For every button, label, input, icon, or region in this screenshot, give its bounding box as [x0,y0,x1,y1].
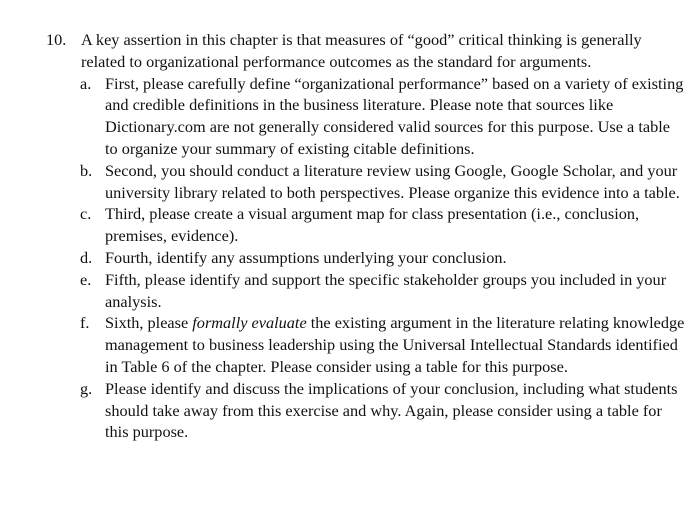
sub-question-letter: d. [80,247,93,267]
sub-question-letter: c. [80,204,92,224]
sub-question-g [0,378,700,443]
question-10 [0,29,700,73]
sub-question-f [0,312,700,377]
sub-question-letter: a. [80,73,92,93]
sub-question-letter: b. [80,160,93,180]
sub-question-text: Fourth, identify any assumptions underlying your conclusion. [105,247,507,267]
sub-question-text-end: the existing argument in the literature relating knowledge management to business leadership using the Universal Intellectual Standards identified in Table 6 of the chapter. Please consider using a table for this purpose. [105,313,685,376]
sub-question-text [105,312,686,377]
sub-question-d [0,247,700,269]
document-page [0,29,700,443]
sub-question-letter: e. [80,269,92,289]
question-number: 10. [46,30,67,49]
sub-question-letter: g. [80,378,93,398]
sub-question-c [0,203,700,247]
question-text: A key assertion in this chapter is that measures of “good” critical thinking is generally related to organizational performance outcomes as the standard for arguments. [81,30,642,71]
sub-question-text: Third, please create a visual argument map for class presentation (i.e., conclusion, premises, evidence). [105,204,640,246]
sub-question-list [0,73,700,444]
sub-question-text: Please identify and discuss the implications of your conclusion, including what students should take away from this exercise and why. Again, please consider using a table for this purpose. [105,378,678,442]
sub-question-e [0,269,700,313]
sub-question-a [0,73,700,160]
sub-question-text-emphasis: formally evaluate [192,313,307,333]
sub-question-text: Second, you should conduct a literature review using Google, Google Scholar, and your university library related to both perspectives. Please organize this evidence into a table. [105,160,680,202]
sub-question-letter: f. [80,313,90,333]
sub-question-text-start: Sixth, please [105,313,193,333]
sub-question-text: Fifth, please identify and support the specific stakeholder groups you included in your analysis. [105,269,667,311]
sub-question-text: First, please carefully define “organizational performance” based on a variety of existing and credible definitions in the business literature. Please note that sources like Dictionary.com are not generally considered valid sources for this purpose. Use a table to organize your summary of existing citable definitions. [105,73,684,158]
sub-question-b [0,160,700,204]
